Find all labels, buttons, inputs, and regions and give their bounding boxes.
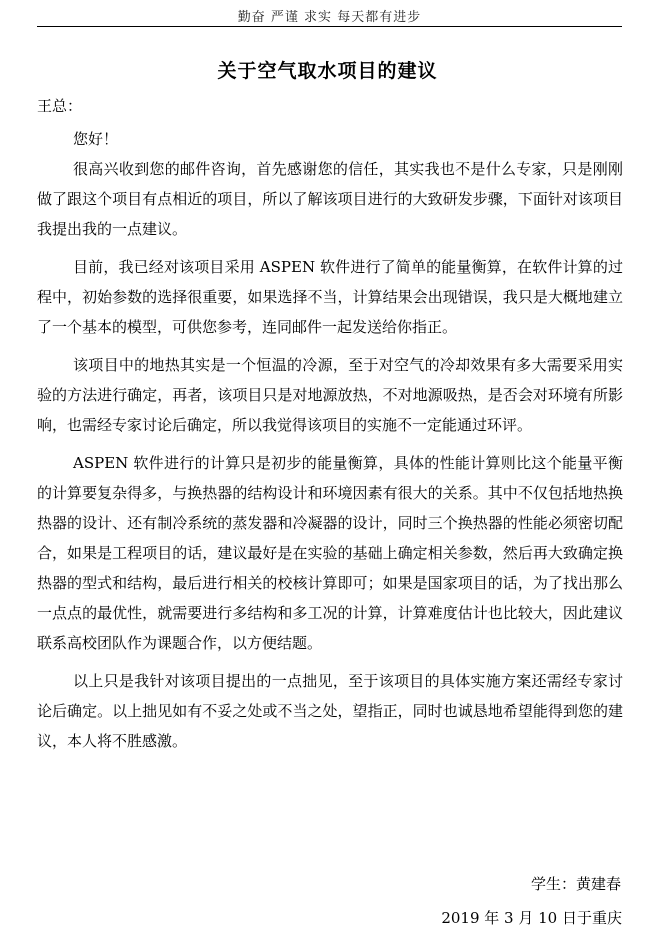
paragraph-4: ASPEN 软件进行的计算只是初步的能量衡算，具体的性能计算则比这个能量平衡的计算要复杂得多，与换热器的结构设计和环境因素有很大的关系。其中不仅包括地热换热器的设计、还有制冷系统的蒸发器和冷凝器的设计，同时三个换热器的性能必须密切配合，如果是工程项目的话，建议最好是在实验的基础上确定相关参数，然后再大致确定换热器的型式和结构，最后进行相关的校核计算即可；如果是国家项目的话，为了找出那么一点点的最优性，就需要进行多结构和多工况的计算，计算难度估计也比较大，因此建议联系高校团队作为课题合作，以方便结题。: [37, 454, 623, 652]
signature: 学生：黄建春: [530, 875, 621, 893]
paragraph-2: 目前，我已经对该项目采用 ASPEN 软件进行了简单的能量衡算，在软件计算的过程中，初始参数的选择很重要，如果选择不当，计算结果会出现错误，我只是大概地建立了一个基本的模型，可供您参考，连同邮件一起发送给你指正。: [37, 258, 623, 336]
paragraph-5: 以上只是我针对该项目提出的一点拙见，至于该项目的具体实施方案还需经专家讨论后确定。以上拙见如有不妥之处或不当之处，望指正，同时也诚恳地希望能得到您的建议，本人将不胜感激。: [37, 672, 623, 750]
greeting: 您好！: [73, 130, 119, 148]
page-header: [37, 0, 622, 27]
date-line: 2019 年 3 月 10 日于重庆: [441, 909, 622, 927]
salutation: 王总：: [37, 97, 83, 115]
paragraph-3: 该项目中的地热其实是一个恒温的冷源，至于对空气的冷却效果有多大需要采用实验的方法进行确定，再者，该项目只是对地源放热，不对地源吸热，是否会对环境有所影响，也需经专家讨论后确定，所以我觉得该项目的实施不一定能通过环评。: [37, 356, 623, 434]
letter-body: [37, 124, 623, 764]
header-motto: 勤奋 严谨 求实 每天都有进步: [237, 10, 422, 25]
document-title: 关于空气取水项目的建议: [217, 60, 438, 82]
paragraph-1: 很高兴收到您的邮件咨询，首先感谢您的信任，其实我也不是什么专家，只是刚刚做了跟这个项目有点相近的项目，所以了解该项目进行的大致研发步骤，下面针对该项目我提出我的一点建议。: [37, 160, 623, 238]
